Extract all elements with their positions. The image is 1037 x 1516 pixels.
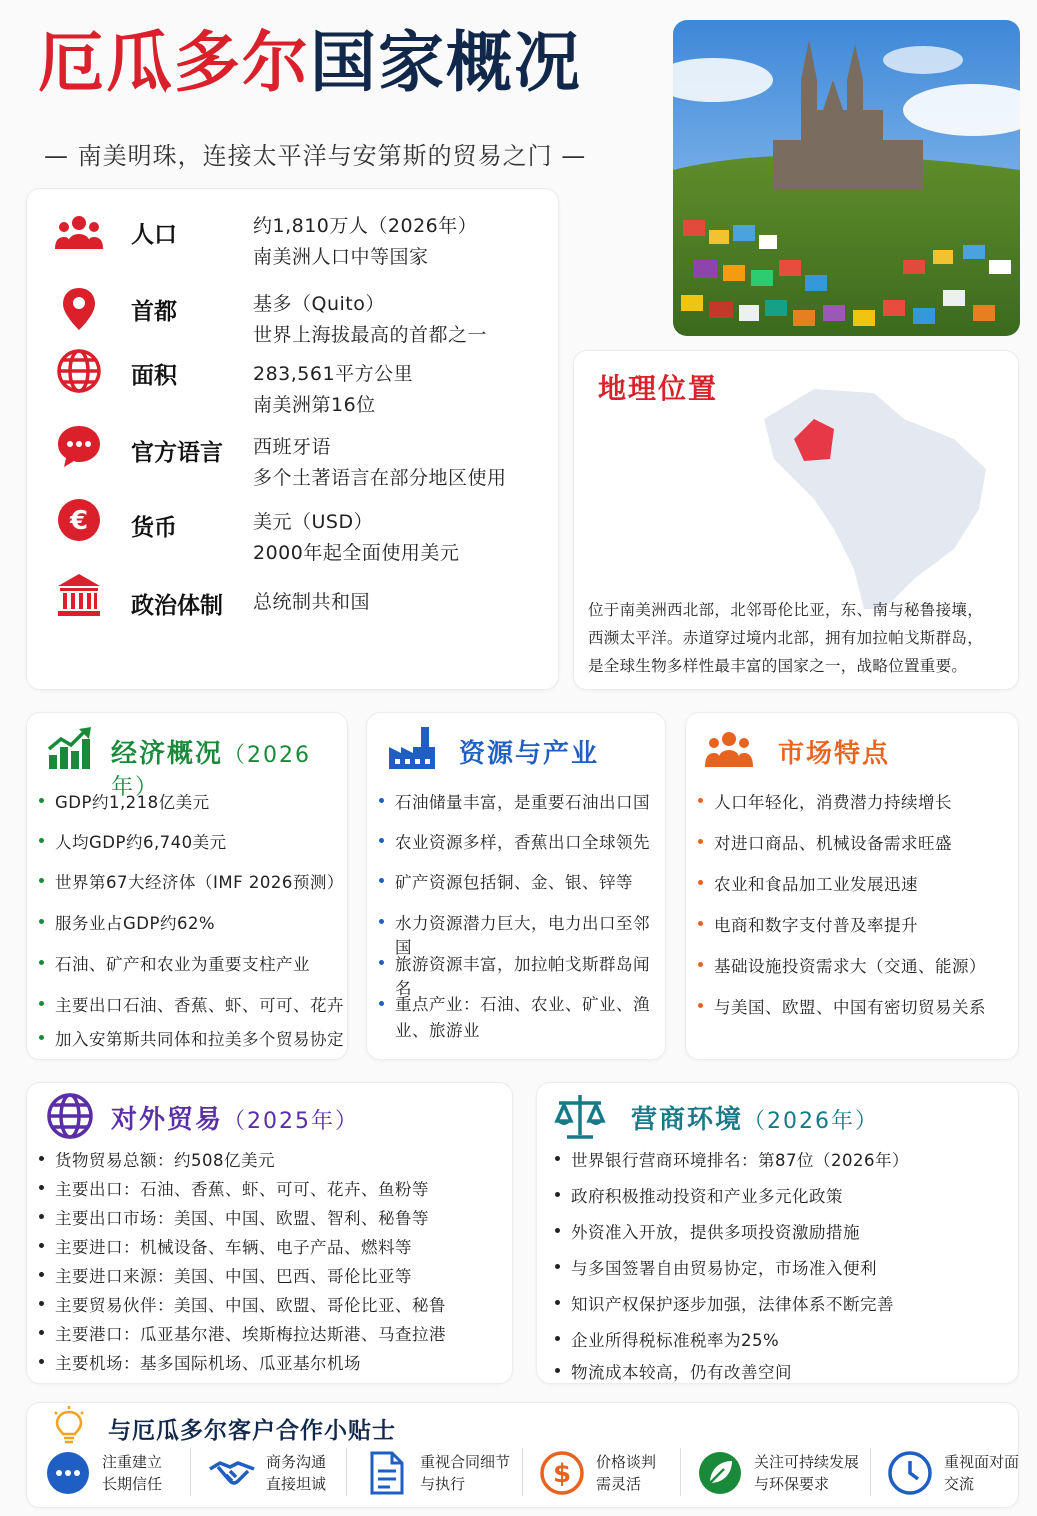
people-icon xyxy=(704,729,754,771)
title-part1: 厄瓜多尔 xyxy=(38,24,310,101)
area-label: 面积 xyxy=(131,363,177,389)
list-item: 主要出口石油、香蕉、虾、可可、花卉 xyxy=(39,992,344,1026)
list-item: 服务业占GDP约62% xyxy=(39,910,344,951)
tip-face-to-face: 重视面对面 交流 xyxy=(886,1442,1019,1504)
economy-card xyxy=(26,712,348,1060)
people-icon xyxy=(54,209,104,259)
currency-value: 美元（USD） 2000年起全面使用美元 xyxy=(253,511,460,564)
list-item: 主要出口市场：美国、中国、欧盟、智利、秘鲁等 xyxy=(39,1205,509,1234)
divider xyxy=(870,1448,871,1496)
list-item: 农业和食品加工业发展迅速 xyxy=(698,871,1014,912)
list-item: 知识产权保护逐步加强，法律体系不断完善 xyxy=(555,1291,1015,1327)
population-value: 约1,810万人（2026年） 南美洲人口中等国家 xyxy=(253,215,478,268)
political-system-value: 总统制共和国 xyxy=(253,591,371,613)
list-item: 世界第67大经济体（IMF 2026预测） xyxy=(39,869,344,910)
tip-contract: 重视合同细节 与执行 xyxy=(362,1442,510,1504)
resources-list xyxy=(379,789,661,1044)
factory-icon xyxy=(387,725,437,771)
svg-text:$: $ xyxy=(552,1459,572,1489)
market-card xyxy=(685,712,1019,1060)
list-item: 物流成本较高，仍有改善空间 xyxy=(555,1359,1015,1389)
leaf-icon xyxy=(696,1449,744,1497)
bar-chart-icon xyxy=(47,727,95,771)
overview-card xyxy=(26,188,559,690)
list-item: 旅游资源丰富，加拉帕戈斯群岛闻名 xyxy=(379,951,661,992)
chat-bubble-icon xyxy=(54,421,104,471)
language-value: 西班牙语 多个土著语言在部分地区使用 xyxy=(253,436,507,489)
business-environment-card xyxy=(536,1082,1019,1384)
list-item: 主要港口：瓜亚基尔港、埃斯梅拉达斯港、马查拉港 xyxy=(39,1321,509,1350)
document-icon xyxy=(362,1449,410,1497)
language-label: 官方语言 xyxy=(131,440,223,466)
divider xyxy=(680,1448,681,1496)
globe-icon xyxy=(54,346,104,396)
location-pin-icon xyxy=(54,284,104,334)
currency-label: 货币 xyxy=(131,515,177,541)
dollar-icon xyxy=(538,1449,586,1497)
page-title xyxy=(38,24,582,101)
list-item: 矿产资源包括铜、金、银、锌等 xyxy=(379,869,661,910)
list-item: 水力资源潜力巨大，电力出口至邻国 xyxy=(379,910,661,951)
divider xyxy=(346,1448,347,1496)
market-title: 市场特点 xyxy=(778,739,891,769)
south-america-map xyxy=(754,379,994,613)
economy-title: 经济概况（2026年） xyxy=(111,739,312,800)
geo-title: 地理位置 xyxy=(598,372,719,405)
list-item: 主要进口：机械设备、车辆、电子产品、燃料等 xyxy=(39,1234,509,1263)
list-item: 与美国、欧盟、中国有密切贸易关系 xyxy=(698,994,1014,1024)
capital-label: 首都 xyxy=(131,299,177,325)
economy-list xyxy=(39,789,344,1056)
business-title: 营商环境（2026年） xyxy=(631,1105,880,1135)
clock-icon xyxy=(886,1449,934,1497)
svg-text:€: € xyxy=(69,506,89,536)
tip-sustainability: 关注可持续发展 与环保要求 xyxy=(696,1442,859,1504)
list-item: 重点产业：石油、农业、矿业、渔业、旅游业 xyxy=(379,992,661,1044)
lightbulb-icon xyxy=(52,1406,86,1446)
tip-communication: 商务沟通 直接坦诚 xyxy=(208,1442,326,1504)
political-system-label: 政治体制 xyxy=(131,593,223,619)
tip-trust: 注重建立 长期信任 xyxy=(44,1442,162,1504)
list-item: 电商和数字支付普及率提升 xyxy=(698,912,1014,953)
list-item: 货物贸易总额：约508亿美元 xyxy=(39,1147,509,1176)
list-item: 农业资源多样，香蕉出口全球领先 xyxy=(379,829,661,869)
government-building-icon xyxy=(54,571,104,621)
scales-icon xyxy=(553,1091,607,1143)
geo-location-card xyxy=(573,350,1019,690)
list-item: 人口年轻化，消费潜力持续增长 xyxy=(698,789,1014,830)
resources-card xyxy=(366,712,666,1060)
tips-title: 与厄瓜多尔客户合作小贴士 xyxy=(108,1418,396,1444)
trade-list xyxy=(39,1147,509,1379)
list-item: 对进口商品、机械设备需求旺盛 xyxy=(698,830,1014,871)
euro-icon xyxy=(54,495,104,545)
handshake-icon xyxy=(208,1449,256,1497)
business-list xyxy=(555,1147,1015,1389)
divider xyxy=(190,1448,191,1496)
resources-title: 资源与产业 xyxy=(459,739,600,769)
list-item: 主要贸易伙伴：美国、中国、欧盟、哥伦比亚、秘鲁 xyxy=(39,1292,509,1321)
list-item: 政府积极推动投资和产业多元化政策 xyxy=(555,1183,1015,1219)
globe-icon xyxy=(45,1091,95,1141)
divider xyxy=(522,1448,523,1496)
population-label: 人口 xyxy=(131,222,177,248)
quito-cityscape-photo xyxy=(673,20,1020,336)
list-item: 主要机场：基多国际机场、瓜亚基尔机场 xyxy=(39,1350,509,1379)
list-item: 主要进口来源：美国、中国、巴西、哥伦比亚等 xyxy=(39,1263,509,1292)
list-item: 与多国签署自由贸易协定，市场准入便利 xyxy=(555,1255,1015,1291)
list-item: GDP约1,218亿美元 xyxy=(39,789,344,829)
chat-bubble-icon xyxy=(44,1449,92,1497)
trade-card xyxy=(26,1082,513,1384)
list-item: 外资准入开放，提供多项投资激励措施 xyxy=(555,1219,1015,1255)
page-subtitle: — 南美明珠，连接太平洋与安第斯的贸易之门 — xyxy=(44,142,587,170)
area-value: 283,561平方公里 南美洲第16位 xyxy=(253,363,414,416)
list-item: 世界银行营商环境排名：第87位（2026年） xyxy=(555,1147,1015,1183)
list-item: 石油、矿产和农业为重要支柱产业 xyxy=(39,951,344,992)
list-item: 石油储量丰富，是重要石油出口国 xyxy=(379,789,661,829)
tip-pricing: $ 价格谈判 需灵活 xyxy=(538,1442,656,1504)
capital-value: 基多（Quito） 世界上海拔最高的首都之一 xyxy=(253,293,488,346)
list-item: 主要出口：石油、香蕉、虾、可可、花卉、鱼粉等 xyxy=(39,1176,509,1205)
list-item: 基础设施投资需求大（交通、能源） xyxy=(698,953,1014,994)
list-item: 企业所得税标准税率为25% xyxy=(555,1327,1015,1359)
title-part2: 国家概况 xyxy=(310,24,582,101)
market-list xyxy=(698,789,1014,1024)
trade-title: 对外贸易（2025年） xyxy=(111,1105,360,1135)
geo-description: 位于南美洲西北部，北邻哥伦比亚，东、南与秘鲁接壤， 西濒太平洋。赤道穿过境内北部，拥有加拉帕戈斯群岛， 是全球生物多样性最丰富的国家之一，战略位置重要。 xyxy=(588,601,984,675)
list-item: 加入安第斯共同体和拉美多个贸易协定 xyxy=(39,1026,344,1056)
list-item: 人均GDP约6,740美元 xyxy=(39,829,344,869)
